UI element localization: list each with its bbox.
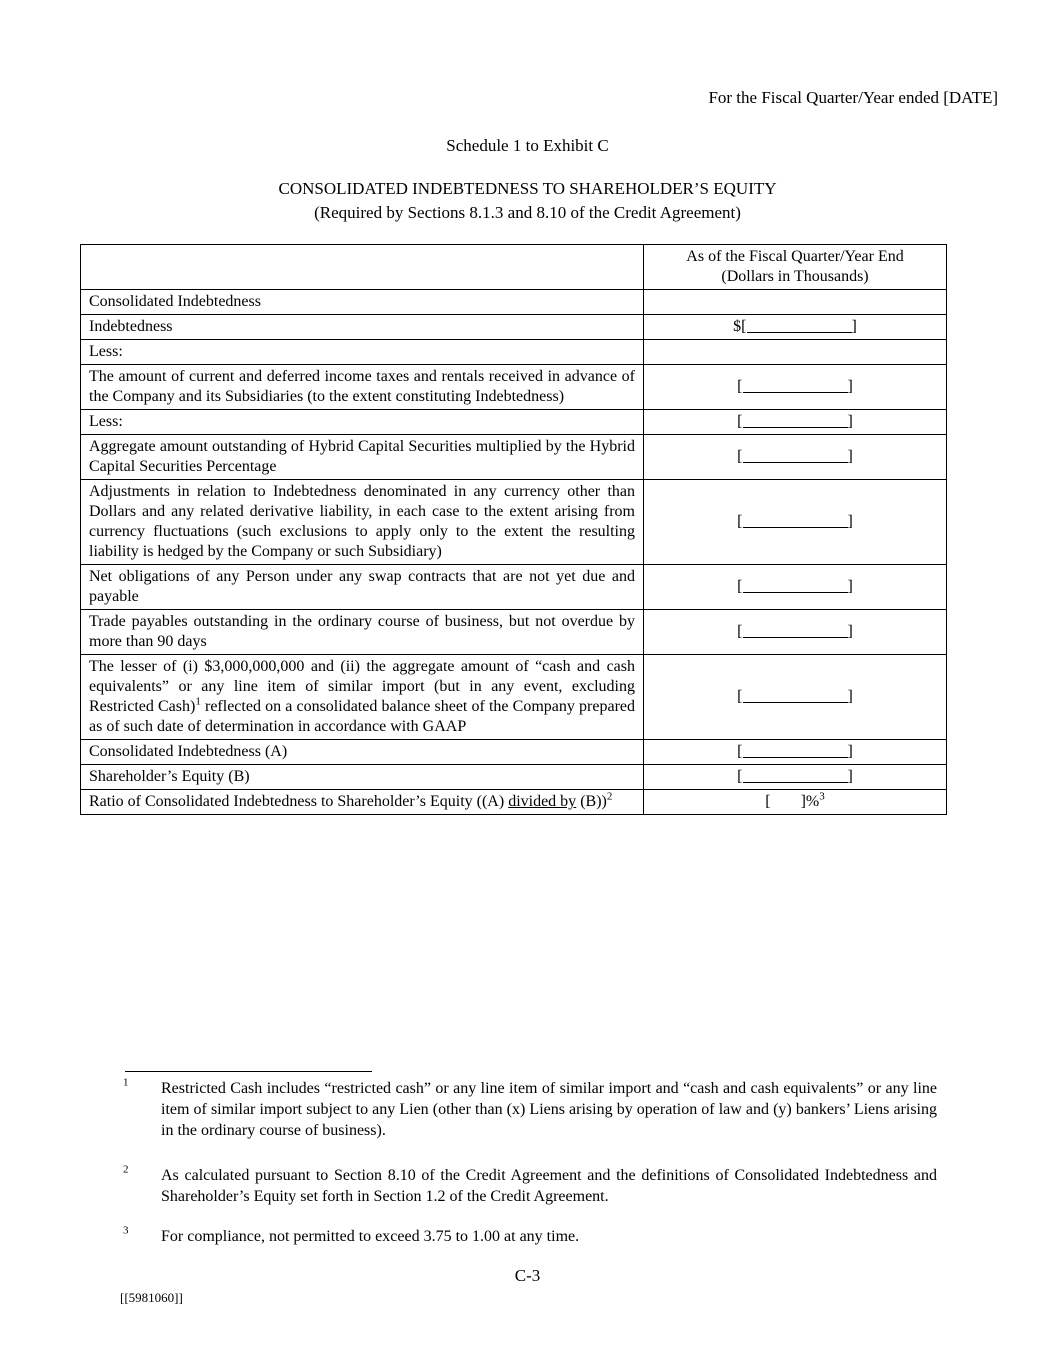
close-bracket: ] — [847, 448, 853, 465]
footnote-marker — [123, 1078, 161, 1141]
footnote-text: Restricted Cash includes “restricted cash” or any line item of similar import and “cash and cash equivalents” or any line item of similar import subject to any Lien (other than (x) Liens arising by operation of law and (y) bankers’ Liens arising in the ordinary course of business). — [161, 1080, 937, 1139]
row-label-text: Ratio of Consolidated Indebtedness to Shareholder’s Equity ((A) — [89, 793, 509, 810]
footnote-text: As calculated pursuant to Section 8.10 of the Credit Agreement and the definitions of Consolidated Indebtedness and Shareholder’s Equity set forth in Section 1.2 of the Credit Agreement. — [161, 1167, 937, 1205]
row-value-empty — [644, 290, 947, 315]
row-value — [644, 740, 947, 765]
dollar-open-bracket: $[ — [733, 318, 747, 335]
fiscal-period-line: For the Fiscal Quarter/Year ended [DATE] — [708, 88, 998, 107]
row-hybrid-capital-securities — [81, 435, 947, 480]
open-bracket: [ — [737, 513, 743, 530]
row-label: Indebtedness — [81, 315, 644, 340]
row-label: Consolidated Indebtedness — [81, 290, 644, 315]
row-value — [644, 655, 947, 740]
row-value — [644, 410, 947, 435]
row-value — [644, 790, 947, 815]
indebtedness-table — [80, 244, 947, 815]
value-blank — [743, 514, 848, 528]
row-value — [644, 610, 947, 655]
close-bracket: ] — [847, 688, 853, 705]
footnote-ref-2: 2 — [606, 790, 613, 803]
row-label: Adjustments in relation to Indebtedness denominated in any currency other than Dollars and any related derivative liability, in each case to the extent arising from currency fluctuations (such exclusions to apply only to the extent the resulting liability is hedged by the Company or such Subsidiary) — [81, 480, 644, 565]
value-gap — [771, 793, 801, 806]
row-value-empty — [644, 340, 947, 365]
row-label-text: (B)) — [576, 793, 607, 810]
row-value — [644, 365, 947, 410]
footnote-2 — [123, 1165, 937, 1207]
open-bracket: [ — [737, 578, 743, 595]
close-bracket: ] — [847, 768, 853, 785]
document-id: [[5981060]] — [120, 1290, 183, 1305]
close-bracket: ] — [847, 378, 853, 395]
value-blank — [747, 319, 852, 333]
footnote-marker-number: 1 — [123, 1076, 129, 1089]
close-bracket: ] — [851, 318, 857, 335]
footnote-ref-3: 3 — [819, 790, 825, 803]
close-bracket: ] — [847, 578, 853, 595]
footnote-marker — [123, 1165, 161, 1207]
value-blank — [743, 414, 848, 428]
row-swap-contracts — [81, 565, 947, 610]
schedule-heading: Schedule 1 to Exhibit C — [446, 136, 609, 155]
row-value — [644, 765, 947, 790]
table-header-row — [81, 245, 947, 290]
footnote-separator — [125, 1071, 372, 1072]
row-label: Less: — [81, 340, 644, 365]
close-bracket: ] — [847, 513, 853, 530]
footnotes-section — [123, 1071, 937, 1247]
value-blank — [743, 624, 848, 638]
row-consolidated-indebtedness-section — [81, 290, 947, 315]
close-bracket: ] — [847, 623, 853, 640]
open-bracket: [ — [737, 448, 743, 465]
row-label: Net obligations of any Person under any swap contracts that are not yet due and payable — [81, 565, 644, 610]
open-bracket: [ — [737, 688, 743, 705]
row-value — [644, 565, 947, 610]
column-header-line1: As of the Fiscal Quarter/Year End — [686, 248, 904, 265]
open-bracket: [ — [737, 413, 743, 430]
footnote-marker-number: 2 — [123, 1163, 129, 1176]
footnote-1 — [123, 1078, 937, 1141]
underlined-divided-by: divided by — [508, 793, 577, 810]
open-bracket: [ — [737, 623, 743, 640]
footnote-3 — [123, 1226, 937, 1247]
row-income-taxes-rentals — [81, 365, 947, 410]
row-label: Aggregate amount outstanding of Hybrid Capital Securities multiplied by the Hybrid Capital Securities Percentage — [81, 435, 644, 480]
row-label-text: The lesser of (i) $3,000,000,000 and (ii) the aggregate amount of “cash and cash equivalents” or any line item of similar import (but in any event, excluding Restricted Cash) — [89, 658, 635, 715]
row-label: Less: — [81, 410, 644, 435]
footnote-text: For compliance, not permitted to exceed 3.75 to 1.00 at any time. — [161, 1228, 580, 1245]
row-less-1 — [81, 340, 947, 365]
row-currency-adjustments — [81, 480, 947, 565]
document-subtitle: (Required by Sections 8.1.3 and 8.10 of the Credit Agreement) — [314, 203, 741, 222]
value-blank — [743, 689, 848, 703]
row-label: Trade payables outstanding in the ordinary course of business, but not overdue by more than 90 days — [81, 610, 644, 655]
footnote-marker-number: 3 — [123, 1224, 129, 1237]
row-label: Consolidated Indebtedness (A) — [81, 740, 644, 765]
row-label: The amount of current and deferred income taxes and rentals received in advance of the Company and its Subsidiaries (to the extent constituting Indebtedness) — [81, 365, 644, 410]
row-consolidated-indebtedness-a — [81, 740, 947, 765]
column-header-line2: (Dollars in Thousands) — [721, 268, 869, 285]
row-value — [644, 480, 947, 565]
close-bracket: ] — [847, 743, 853, 760]
row-lesser-of-cash — [81, 655, 947, 740]
open-bracket: [ — [737, 743, 743, 760]
row-label: Shareholder’s Equity (B) — [81, 765, 644, 790]
title-block — [0, 177, 1055, 225]
row-value — [644, 435, 947, 480]
close-bracket: ] — [847, 413, 853, 430]
row-value — [644, 315, 947, 340]
document-title: CONSOLIDATED INDEBTEDNESS TO SHAREHOLDER’S EQUITY — [278, 179, 777, 198]
row-label — [81, 790, 644, 815]
table-corner-cell — [81, 245, 644, 290]
row-trade-payables — [81, 610, 947, 655]
value-blank — [743, 579, 848, 593]
row-shareholders-equity-b — [81, 765, 947, 790]
open-bracket: [ — [737, 378, 743, 395]
row-less-2 — [81, 410, 947, 435]
footnote-ref-1: 1 — [195, 695, 201, 708]
open-bracket: [ — [737, 768, 743, 785]
value-blank — [743, 449, 848, 463]
open-bracket: [ — [765, 793, 771, 810]
column-header — [644, 245, 947, 290]
page-number: C-3 — [514, 1266, 541, 1285]
footnote-marker — [123, 1226, 161, 1247]
row-label — [81, 655, 644, 740]
row-label-text: reflected on a consolidated balance sheet of the Company prepared as of such date of determination in accordance with GAAP — [89, 698, 635, 735]
value-blank — [743, 769, 848, 783]
value-blank — [743, 744, 848, 758]
percent-close-bracket: ]% — [800, 793, 820, 810]
row-ratio — [81, 790, 947, 815]
value-blank — [743, 379, 848, 393]
row-indebtedness — [81, 315, 947, 340]
